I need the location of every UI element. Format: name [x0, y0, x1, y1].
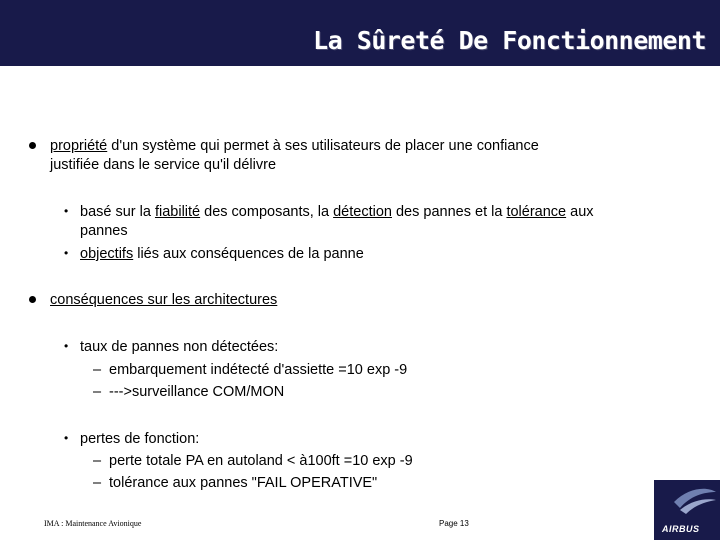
term-consequences: conséquences sur les architectures	[50, 292, 278, 308]
term-tolerance: tolérance	[506, 204, 567, 220]
term-detection: détection	[333, 204, 392, 220]
sub1-line1	[80, 202, 594, 222]
sub1-e: des pannes et la	[391, 204, 507, 220]
sub1-line2: pannes	[80, 223, 128, 239]
sub2-line	[80, 244, 364, 264]
sub2-rest: liés aux conséquences de la panne	[133, 246, 364, 262]
sub-bullet-icon: •	[64, 246, 69, 260]
sub-bullet-icon: •	[64, 204, 69, 218]
point1-line1-rest: d'un système qui permet à ses utilisateurs de placer une confiance	[107, 138, 539, 154]
logo-text: AIRBUS	[662, 524, 700, 534]
dash-icon: –	[93, 475, 102, 491]
sub3-dash2: --->surveillance COM/MON	[109, 384, 285, 400]
airbus-logo	[654, 480, 720, 540]
sub3-line: taux de pannes non détectées:	[80, 339, 279, 355]
sub-bullet-icon: •	[64, 339, 69, 353]
dash-icon: –	[93, 362, 102, 378]
title-banner	[0, 0, 720, 66]
sub-bullet-icon: •	[64, 431, 69, 445]
footer-course-title: IMA : Maintenance Avionique	[44, 519, 142, 528]
sub3-dash1: embarquement indétecté d'assiette =10 exp -9	[109, 362, 408, 378]
sub4-dash2: tolérance aux pannes "FAIL OPERATIVE"	[109, 475, 378, 491]
bullet-icon	[29, 142, 36, 149]
dash-icon: –	[93, 384, 102, 400]
sub1-c: des composants, la	[200, 204, 334, 220]
sub4-line: pertes de fonction:	[80, 431, 200, 447]
term-objectifs: objectifs	[80, 246, 134, 262]
dash-icon: –	[93, 453, 102, 469]
sub1-g: aux	[566, 204, 594, 220]
point2-line	[50, 290, 277, 310]
slide-title: La Sûreté De Fonctionnement	[313, 26, 706, 55]
bullet-icon	[29, 296, 36, 303]
sub1-a: basé sur la	[80, 204, 155, 220]
point1-line2: justifiée dans le service qu'il délivre	[50, 157, 277, 173]
term-fiabilite: fiabilité	[154, 204, 201, 220]
page-number: Page 13	[439, 519, 469, 528]
sub4-dash1: perte totale PA en autoland < à100ft =10 exp -9	[109, 453, 413, 469]
term-propriete: propriété	[50, 138, 108, 154]
point1-line1	[50, 136, 539, 156]
